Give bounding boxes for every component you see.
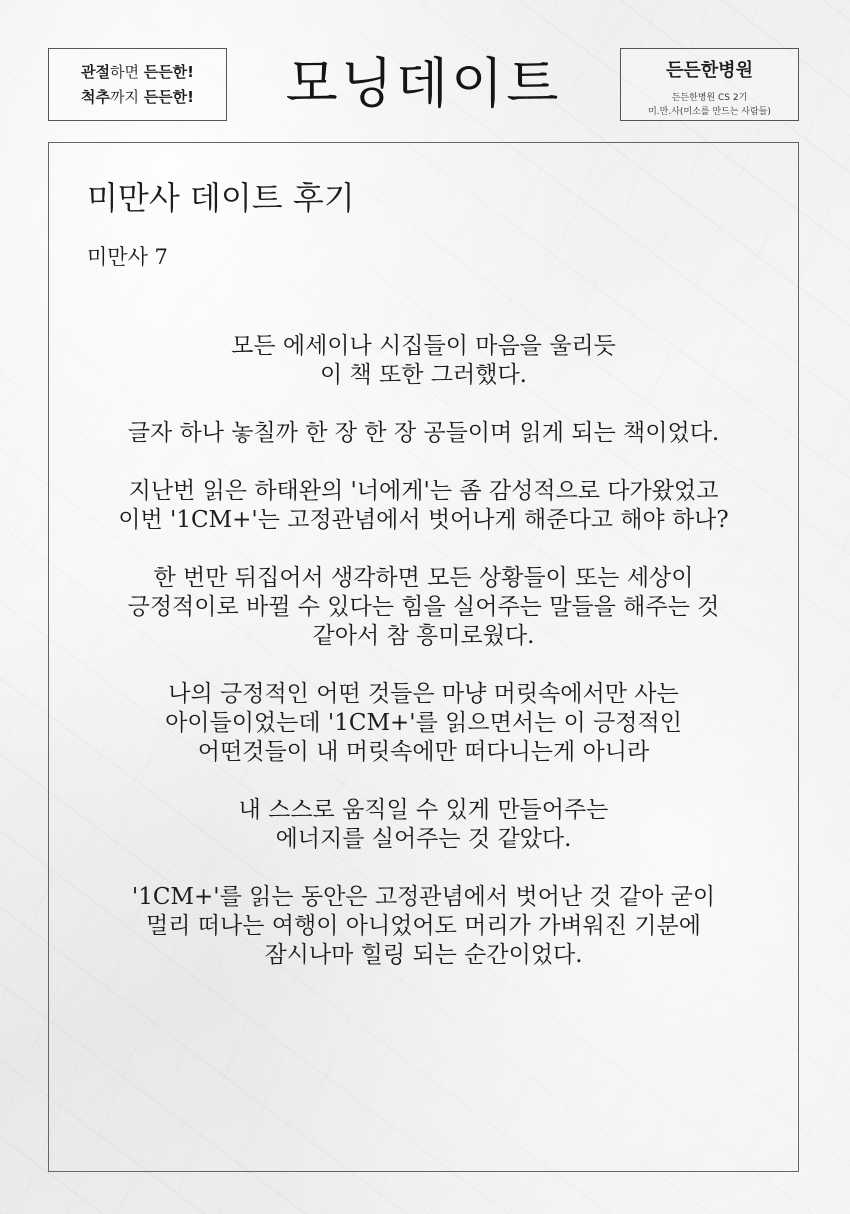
paragraph-line: 긍정적이로 바뀔 수 있다는 힘을 실어주는 말들을 해주는 것	[127, 594, 720, 620]
slogan-keyword: 척추	[80, 87, 110, 106]
paragraph-line: 지난번 읽은 하태완의 '너에게'는 좀 감성적으로 다가왔었고	[128, 478, 719, 504]
article-paragraph	[49, 419, 798, 448]
paragraph-line: 이번 '1CM+'는 고정관념에서 벗어나게 해준다고 해야 하나?	[118, 507, 729, 533]
paragraph-line: '1CM+'를 읽는 동안은 고정관념에서 벗어난 것 같아 굳이	[131, 884, 716, 910]
paragraph-line: 내 스스로 움직일 수 있게 만들어주는	[238, 797, 609, 823]
slogan-line-2	[81, 85, 194, 110]
article-title: 미만사 데이트 후기	[87, 179, 355, 217]
slogan-connector: 까지	[109, 87, 144, 106]
masthead-title: 모닝데이트	[285, 52, 562, 115]
article-paragraph	[49, 332, 798, 390]
article-frame	[48, 142, 799, 1172]
slogan-line-1	[81, 60, 194, 85]
article-author: 미만사 7	[87, 245, 168, 269]
article-paragraph	[49, 680, 798, 767]
brand-subtitle: 든든한병원 CS 2기	[671, 93, 748, 103]
brand-team-name: 미.만.사(미소를 만드는 사람들)	[648, 107, 771, 117]
slogan-emphasis: 든든한!	[143, 87, 195, 106]
paragraph-line: 아이들이었는데 '1CM+'를 읽으면서는 이 긍정적인	[165, 710, 682, 736]
article-body	[49, 332, 798, 999]
paragraph-line: 이 책 또한 그러했다.	[320, 362, 527, 388]
slogan-connector: 하면	[109, 62, 144, 81]
article-paragraph	[49, 564, 798, 651]
article-paragraph	[49, 477, 798, 535]
brand-name: 든든한병원	[666, 60, 753, 81]
slogan-box	[48, 48, 227, 121]
paragraph-line: 글자 하나 놓칠까 한 장 한 장 공들이며 읽게 되는 책이었다.	[127, 420, 720, 446]
paragraph-line: 멀리 떠나는 여행이 아니었어도 머리가 가벼워진 기분에	[146, 913, 701, 939]
brand-box	[620, 48, 799, 121]
paragraph-line: 잠시나마 힐링 되는 순간이었다.	[264, 942, 583, 968]
paragraph-line: 어떤것들이 내 머릿속에만 떠다니는게 아니라	[197, 739, 650, 765]
paragraph-line: 한 번만 뒤집어서 생각하면 모든 상황들이 또는 세상이	[153, 565, 694, 591]
slogan-keyword: 관절	[80, 62, 110, 81]
paragraph-line: 모든 에세이나 시집들이 마음을 울리듯	[231, 333, 616, 359]
slogan-emphasis: 든든한!	[143, 62, 195, 81]
paragraph-line: 에너지를 실어주는 것 같았다.	[275, 826, 572, 852]
article-paragraph	[49, 883, 798, 970]
article-paragraph	[49, 796, 798, 854]
paragraph-line: 같아서 참 흥미로웠다.	[312, 623, 535, 649]
paragraph-line: 나의 긍정적인 어떤 것들은 마냥 머릿속에서만 사는	[168, 681, 679, 707]
